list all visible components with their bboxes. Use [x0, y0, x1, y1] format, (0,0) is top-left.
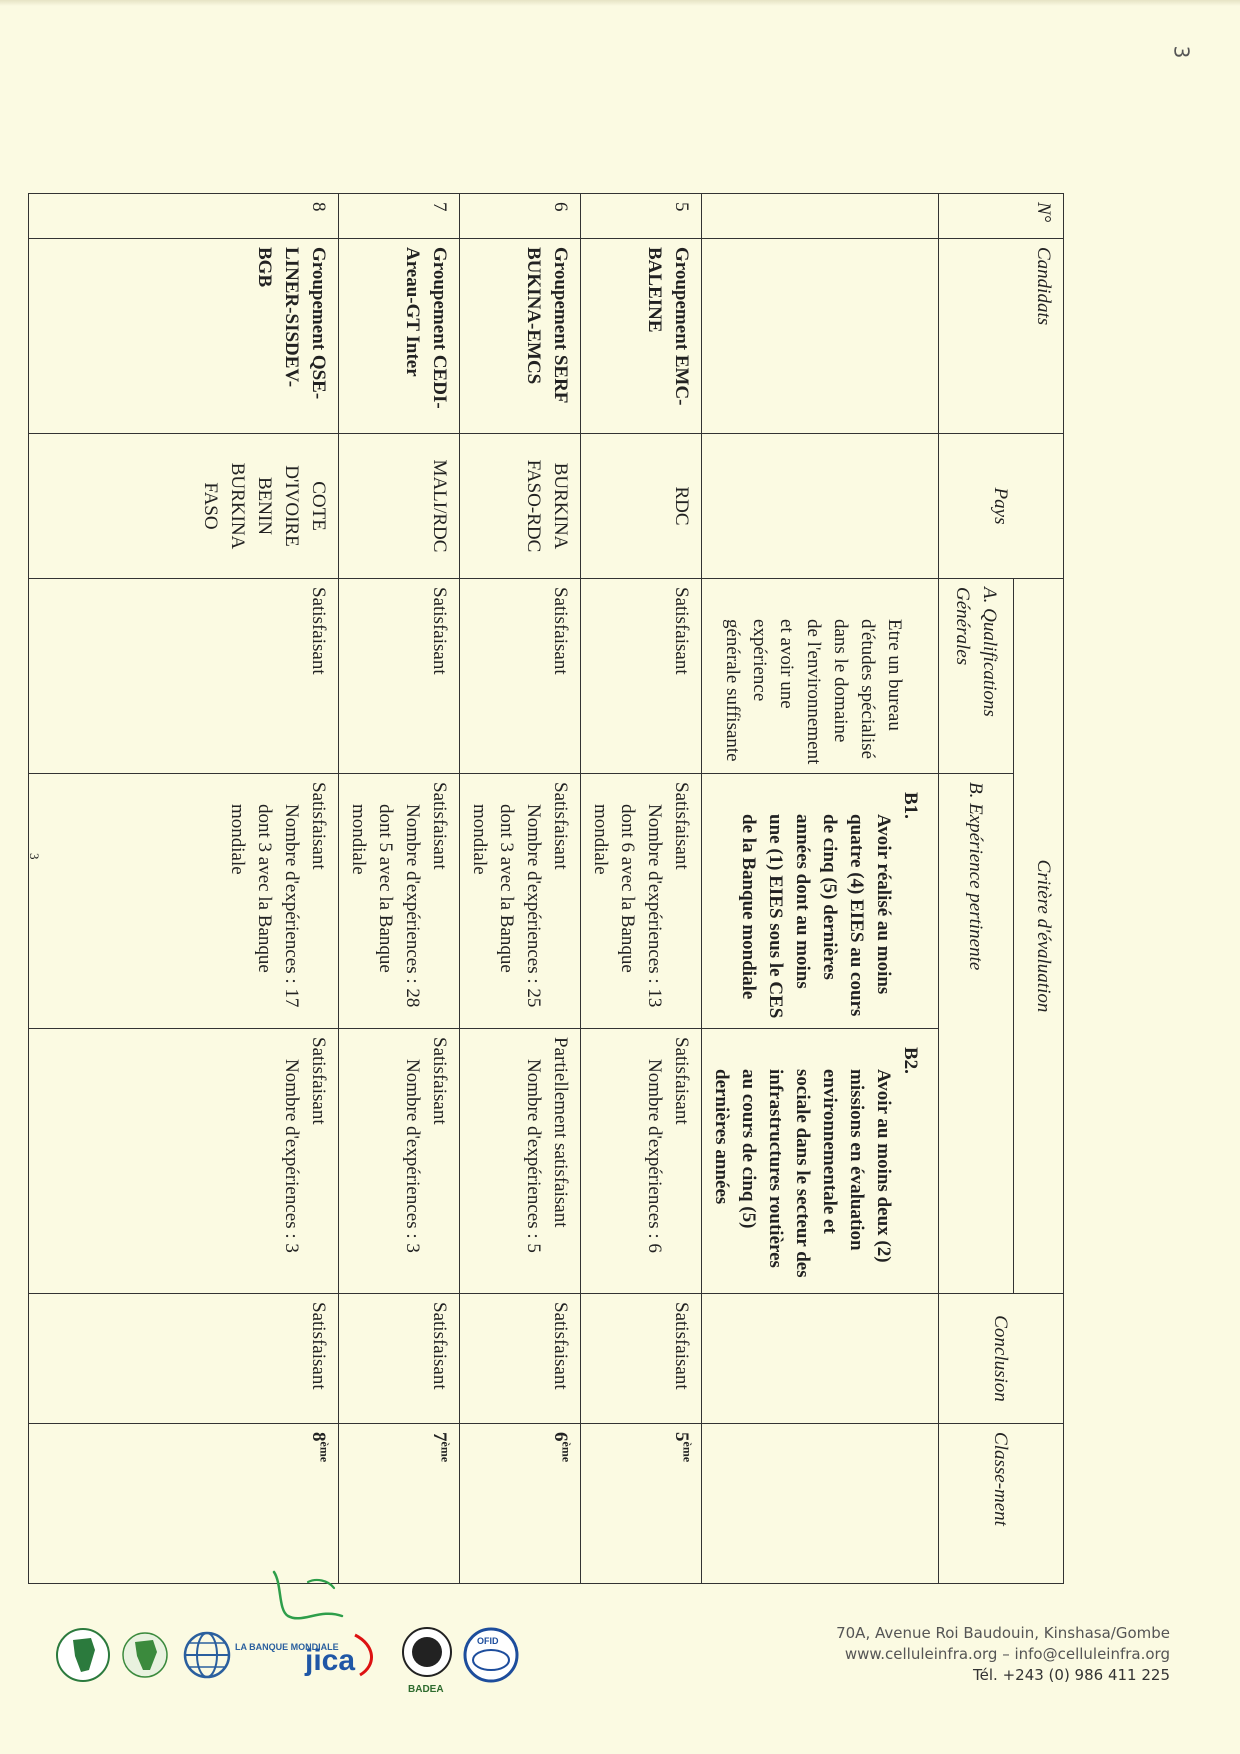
rank-number: 6 [550, 1432, 571, 1442]
row-b1-status: Satisfaisant [550, 782, 571, 870]
header-pays: Pays [939, 434, 1064, 579]
header-conclusion: Conclusion [939, 1294, 1064, 1424]
row-b1-status: Satisfaisant [429, 782, 450, 870]
row-b1-detail: Nombre d'expériences : 13 dont 6 avec la Banque mondiale [590, 804, 665, 1008]
footer-address-block [836, 1623, 1170, 1686]
row-b1-detail: Nombre d'expériences : 25 dont 3 avec la Banque mondiale [469, 804, 544, 1008]
row-qualifications: Satisfaisant [460, 579, 581, 774]
row-b2-detail: Nombre d'expériences : 3 [402, 1059, 423, 1253]
header-candidats: Candidats [939, 239, 1064, 434]
criteria-b2-label: B2. [900, 1047, 921, 1074]
row-classement [29, 1424, 339, 1584]
row-b2-status: Partiellement satisfaisant [550, 1037, 571, 1228]
world-bank-logo-text: LA BANQUE MONDIALE [235, 1642, 339, 1652]
table-row [339, 194, 460, 1584]
criteria-b1-cell [702, 774, 939, 1029]
row-candidat: Groupement QSE-LINER-SISDEV-BGB [29, 239, 339, 434]
row-classement [460, 1424, 581, 1584]
world-bank-globe-icon [185, 1633, 229, 1677]
row-b2-status: Satisfaisant [671, 1037, 692, 1125]
criteria-b1-label: B1. [900, 792, 921, 819]
rank-suffix: ème [438, 1441, 453, 1463]
rank-number: 5 [671, 1432, 692, 1442]
row-pays: BURKINA FASO-RDC [460, 434, 581, 579]
corner-page-mark: 3 [1169, 45, 1194, 59]
header-criteres: Critère d'évaluation [1014, 579, 1064, 1294]
footer-address: 70A, Avenue Roi Baudouin, Kinshasa/Gombe [836, 1624, 1170, 1642]
row-no: 8 [29, 194, 339, 239]
footer-tel: Tél. +243 (0) 986 411 225 [973, 1666, 1170, 1684]
criteria-candidat-cell [702, 239, 939, 434]
row-b1-status: Satisfaisant [671, 782, 692, 870]
criteria-conclusion-cell [702, 1294, 939, 1424]
row-candidat: Groupement EMC-BALEINE [581, 239, 702, 434]
footer-web: www.celluleinfra.org – info@celluleinfra.org [844, 1645, 1170, 1663]
criteria-classement-cell [702, 1424, 939, 1584]
rank-suffix: ème [317, 1441, 332, 1463]
row-pays: MALI/RDC [339, 434, 460, 579]
row-no: 6 [460, 194, 581, 239]
row-pays: RDC [581, 434, 702, 579]
row-b2-cell [29, 1029, 339, 1294]
rank-suffix: ème [559, 1441, 574, 1463]
rotated-page-content [27, 193, 1064, 1583]
ofid-logo-text: OFID [477, 1636, 499, 1646]
table-row [581, 194, 702, 1584]
row-conclusion: Satisfaisant [29, 1294, 339, 1424]
row-b2-cell [581, 1029, 702, 1294]
row-b2-cell [339, 1029, 460, 1294]
row-qualifications: Satisfaisant [581, 579, 702, 774]
row-b1-cell [339, 774, 460, 1029]
table-row [29, 194, 339, 1584]
header-experience: B. Expérience pertinente [939, 774, 1014, 1294]
row-conclusion: Satisfaisant [460, 1294, 581, 1424]
row-b1-cell [581, 774, 702, 1029]
row-b1-detail: Nombre d'expériences : 28 dont 5 avec la Banque mondiale [348, 804, 423, 1008]
badea-logo-icon [403, 1628, 451, 1695]
row-classement [581, 1424, 702, 1584]
criteria-b2-cell [702, 1029, 939, 1294]
row-b1-status: Satisfaisant [308, 782, 329, 870]
row-conclusion: Satisfaisant [581, 1294, 702, 1424]
criteria-row [702, 194, 939, 1584]
jica-logo-text: jica [305, 1644, 356, 1677]
row-pays: COTE D'IVOIRE BENIN BURKINA FASO [29, 434, 339, 579]
row-conclusion: Satisfaisant [339, 1294, 460, 1424]
header-row-criteria [1014, 194, 1064, 1584]
row-b1-detail: Nombre d'expériences : 17 dont 3 avec la Banque mondiale [227, 804, 302, 1008]
page-top-edge [0, 0, 1240, 6]
row-b2-detail: Nombre d'expériences : 5 [523, 1059, 544, 1253]
header-classement: Classe-ment [939, 1424, 1064, 1584]
row-no: 5 [581, 194, 702, 239]
row-candidat: Groupement CEDI-Areau-GT Inter [339, 239, 460, 434]
partner-logos [55, 1610, 525, 1700]
rank-suffix: ème [680, 1441, 695, 1463]
row-b1-cell [460, 774, 581, 1029]
row-b2-detail: Nombre d'expériences : 3 [281, 1059, 302, 1253]
criteria-pays-cell [702, 434, 939, 579]
row-candidat: Groupement SERF BUKINA-EMCS [460, 239, 581, 434]
rank-number: 7 [429, 1432, 450, 1442]
criteria-b2-text: Avoir au moins deux (2) missions en évaluation environnementale et sociale dans le secteur des infrastructures routières au cours de cinq (5) dernières années [711, 1069, 894, 1278]
rank-number: 8 [308, 1432, 329, 1442]
page-number: 3 [27, 853, 42, 860]
row-b2-detail: Nombre d'expériences : 6 [644, 1059, 665, 1253]
header-qualifications: A. Qualifications Générales [939, 579, 1014, 774]
criteria-no-cell [702, 194, 939, 239]
row-b1-cell [29, 774, 339, 1029]
row-qualifications: Satisfaisant [339, 579, 460, 774]
row-qualifications: Satisfaisant [29, 579, 339, 774]
row-b2-cell [460, 1029, 581, 1294]
row-no: 7 [339, 194, 460, 239]
header-no: N° [939, 194, 1064, 239]
africa-seal-icon [57, 1629, 109, 1681]
table-row [460, 194, 581, 1584]
evaluation-table [28, 193, 1064, 1584]
africa-map-icon [123, 1633, 167, 1677]
row-classement [339, 1424, 460, 1584]
badea-logo-text: BADEA [408, 1684, 444, 1695]
criteria-b1-text: Avoir réalisé au moins quatre (4) EIES au cours de cinq (5) dernières années dont au moins une (1) EIES sous le CES de la Banque mondiale [738, 814, 894, 1019]
row-b2-status: Satisfaisant [429, 1037, 450, 1125]
row-b2-status: Satisfaisant [308, 1037, 329, 1125]
criteria-a-text: Etre un bureau d'études spécialisé dans le domaine de l'environnement et avoir une expérience générale suffisante [702, 579, 939, 774]
ofid-logo-icon [465, 1629, 517, 1681]
